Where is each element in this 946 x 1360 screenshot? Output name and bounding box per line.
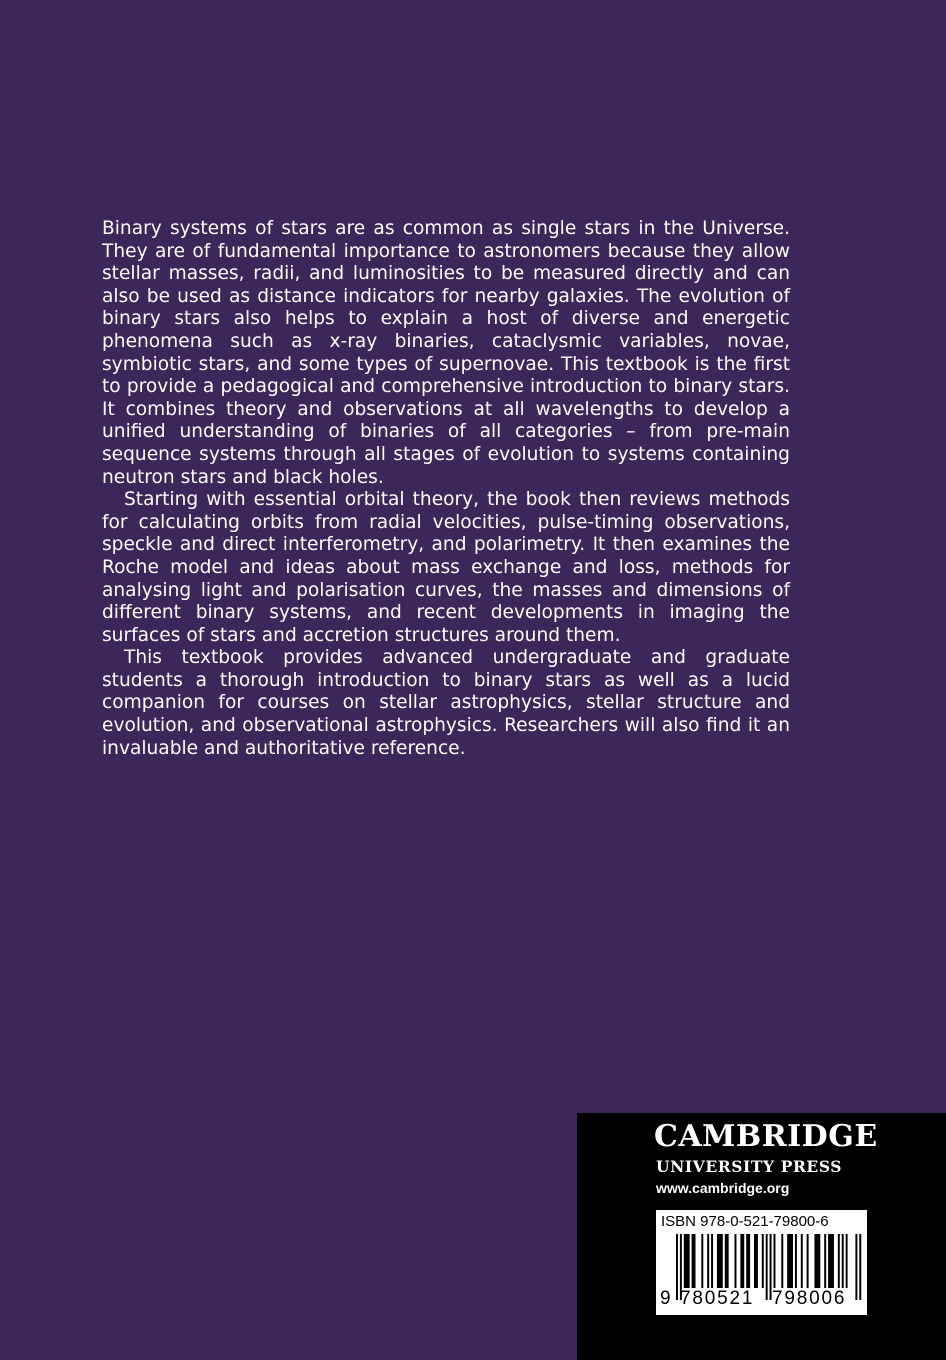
barcode-bar: [842, 1234, 844, 1288]
barcode-bar: [795, 1234, 797, 1288]
barcode-bar: [814, 1234, 820, 1288]
barcode-bar: [762, 1234, 764, 1288]
barcode-guard-bar: [859, 1234, 861, 1300]
back-cover-blurb: [102, 218, 790, 760]
publisher-url: www.cambridge.org: [656, 1180, 790, 1196]
barcode-bar: [838, 1234, 840, 1288]
blurb-paragraph-1: Binary systems of stars are as common as single stars in the Universe. They are of fundamental importance to astronomers because they allow stellar masses, radii, and luminosities to be measured directly and can also be used as distance indicators for nearby galaxies. The evolution of binary stars also helps to explain a host of diverse and energetic phenomena such as x-ray binaries, cataclysmic variables, novae, symbiotic stars, and some types of supernovae. This textbook is the first to provide a pedagogical and comprehensive introduction to binary stars. It combines theory and observations at all wavelengths to develop a unified understanding of binaries of all categories – from pre-main sequence systems through all stages of evolution to systems containing neutron stars and black holes.: [102, 218, 790, 488]
barcode-bar: [692, 1234, 696, 1288]
barcode-bar: [828, 1234, 834, 1288]
barcode-guard-bar: [855, 1234, 857, 1300]
publisher-panel: [577, 1113, 946, 1360]
barcode-bar: [824, 1234, 826, 1288]
barcode-bar: [807, 1234, 809, 1288]
publisher-name: CAMBRIDGE: [654, 1119, 878, 1154]
barcode-digits-left: 780521: [680, 1288, 755, 1309]
barcode-guard-bar: [676, 1234, 678, 1300]
barcode-bar: [684, 1234, 690, 1288]
isbn-label: ISBN 978-0-521-79800-6: [661, 1213, 829, 1230]
barcode-bar: [787, 1234, 793, 1288]
barcode-bar: [725, 1234, 729, 1288]
barcode-bar: [846, 1234, 848, 1288]
barcode-bar: [781, 1234, 783, 1288]
barcode-bar: [735, 1234, 737, 1288]
barcode-digits-right: 798006: [772, 1288, 847, 1309]
barcode-bar: [717, 1234, 723, 1288]
barcode: [656, 1210, 867, 1315]
barcode-guard-bar: [766, 1234, 768, 1300]
barcode-bar: [774, 1234, 776, 1288]
barcode-bar: [711, 1234, 713, 1288]
barcode-lead-digit: 9: [660, 1288, 671, 1309]
barcode-bar: [740, 1234, 744, 1288]
blurb-paragraph-3: This textbook provides advanced undergraduate and graduate students a thorough introduction to binary stars as well as a lucid companion for courses on stellar astrophysics, stellar structure and evolution, and observational astrophysics. Researchers will also find it an invaluable and authoritative reference.: [102, 647, 790, 759]
publisher-subtitle: UNIVERSITY PRESS: [656, 1157, 843, 1176]
barcode-bar: [746, 1234, 750, 1288]
barcode-bar: [701, 1234, 703, 1288]
barcode-bar: [801, 1234, 803, 1288]
barcode-bar: [707, 1234, 709, 1288]
blurb-paragraph-2: Starting with essential orbital theory, the book then reviews methods for calculating orbits from radial velocities, pulse-timing observations, speckle and direct interferometry, and polarimetry. It then examines the Roche model and ideas about mass exchange and loss, methods for analysing light and polarisation curves, the masses and dimensions of different binary systems, and recent developments in imaging the surfaces of stars and accretion structures around them.: [102, 489, 790, 646]
barcode-bar: [754, 1234, 758, 1288]
